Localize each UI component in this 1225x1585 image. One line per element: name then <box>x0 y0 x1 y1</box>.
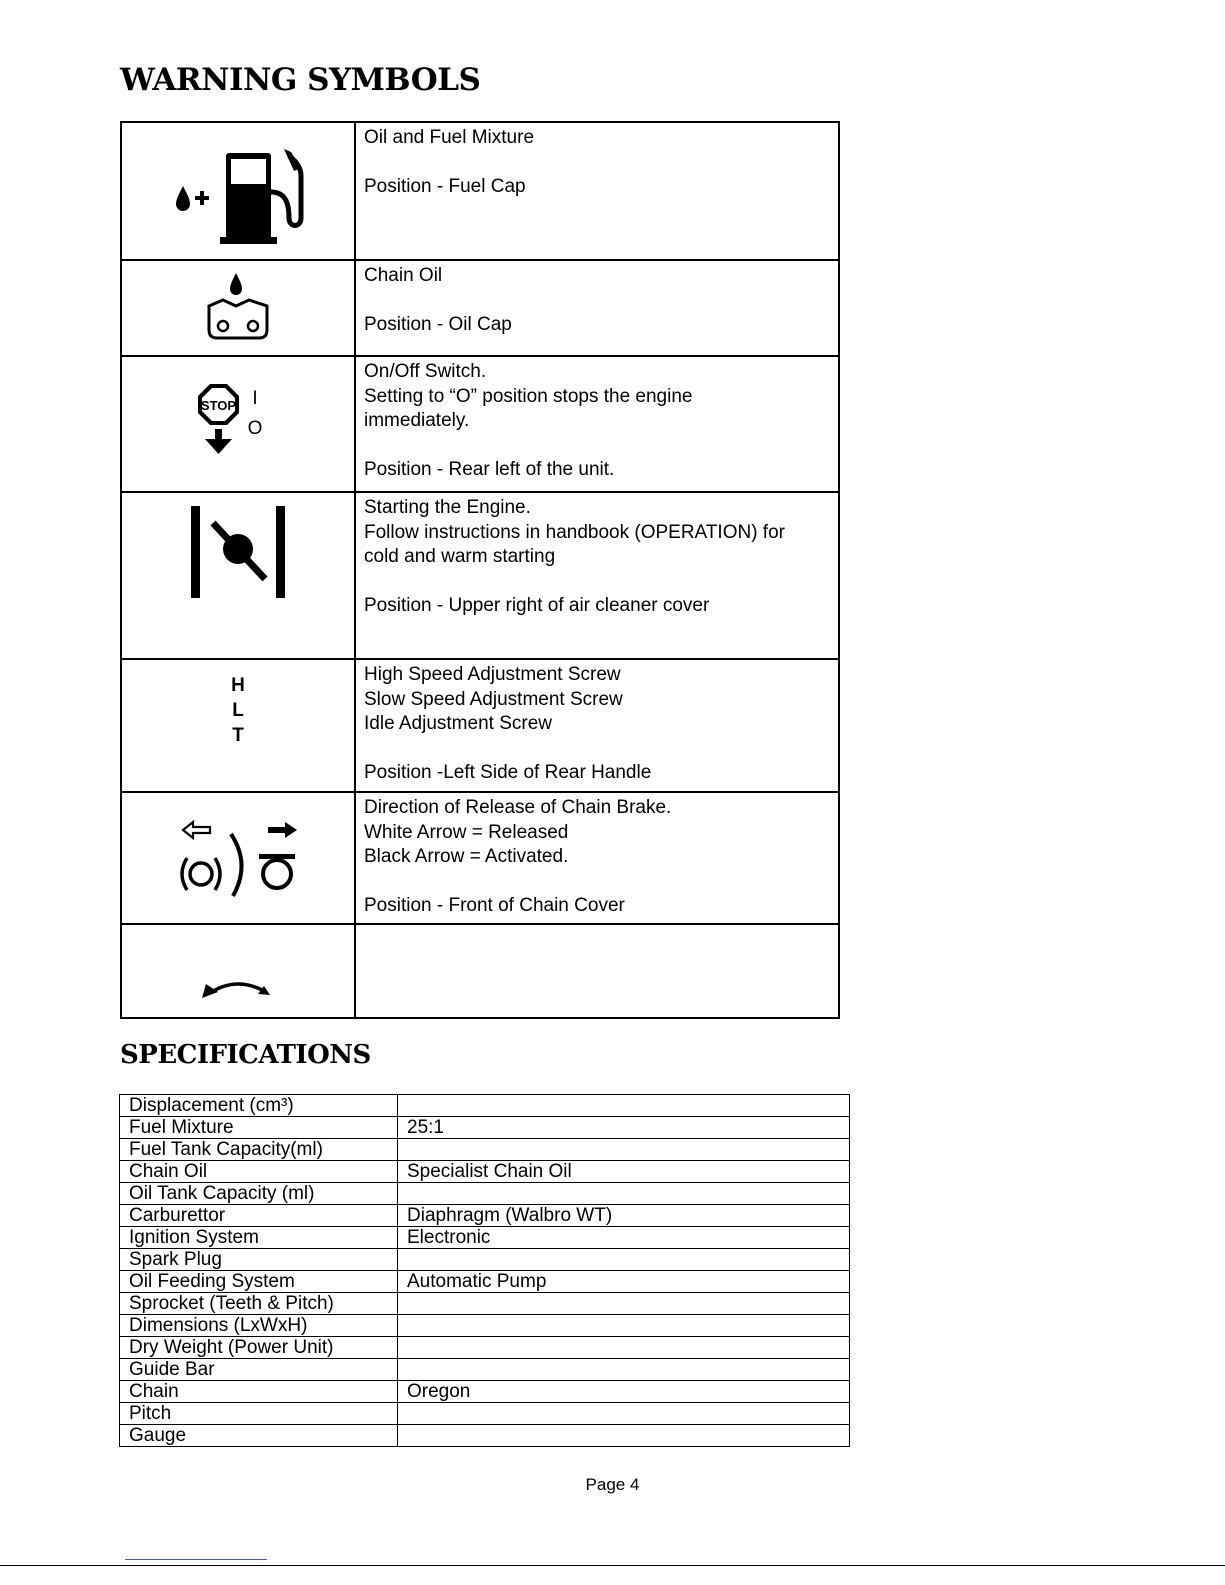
warning-text-line: Idle Adjustment Screw <box>364 713 552 735</box>
warning-text-line: Follow instructions in handbook (OPERATION) for <box>364 521 785 543</box>
spec-label: Oil Tank Capacity (ml) <box>120 1183 398 1205</box>
spec-value: Automatic Pump <box>398 1271 850 1293</box>
warning-row <box>121 792 839 924</box>
spec-value: Diaphragm (Walbro WT) <box>398 1205 850 1227</box>
warning-row <box>121 356 839 492</box>
warning-text-line: Direction of Release of Chain Brake. <box>364 797 672 818</box>
warning-text-line <box>364 434 830 459</box>
footer-divider <box>0 1565 1225 1566</box>
on-label: I <box>252 388 258 409</box>
spec-row <box>120 1249 850 1271</box>
warning-text-line: Setting to “O” position stops the engine <box>364 385 693 407</box>
spec-row <box>120 1183 850 1205</box>
spec-row <box>120 1381 850 1403</box>
page-number: Page 4 <box>585 1475 640 1494</box>
stop-switch-icon <box>193 374 283 474</box>
spec-value: Specialist Chain Oil <box>398 1161 850 1183</box>
warning-text-cell <box>355 659 839 792</box>
spec-row <box>120 1095 850 1117</box>
spec-value <box>398 1337 850 1359</box>
fuel-pump-oil-icon <box>163 136 313 246</box>
warning-icon-cell <box>121 122 355 260</box>
warning-row <box>121 492 839 659</box>
warning-text-line: Position - Rear left of the unit. <box>364 459 615 481</box>
spec-label: Fuel Tank Capacity(ml) <box>120 1139 398 1161</box>
spec-label: Chain Oil <box>120 1161 398 1183</box>
spec-label: Sprocket (Teeth & Pitch) <box>120 1293 398 1315</box>
l-label: L <box>232 700 244 721</box>
spec-label: Oil Feeding System <box>120 1271 398 1293</box>
warning-text-cell <box>355 260 839 356</box>
warning-row <box>121 122 839 260</box>
spec-label: Ignition System <box>120 1227 398 1249</box>
spec-value <box>398 1315 850 1337</box>
spec-value <box>398 1095 850 1117</box>
spec-label: Displacement (cm³) <box>120 1095 398 1117</box>
warning-text-line: Starting the Engine. <box>364 497 531 518</box>
spec-value: Electronic <box>398 1227 850 1249</box>
warning-text-cell <box>355 356 839 492</box>
warning-text-cell <box>355 122 839 260</box>
spec-row <box>120 1315 850 1337</box>
specifications-table <box>119 1094 850 1447</box>
warning-text-cell <box>355 924 839 1018</box>
spec-label: Chain <box>120 1381 398 1403</box>
warning-text-line: Position - Fuel Cap <box>364 176 526 198</box>
chain-brake-icon <box>173 818 303 898</box>
spec-value <box>398 1403 850 1425</box>
warning-symbols-table <box>120 121 840 1019</box>
warning-text-line: Oil and Fuel Mixture <box>364 127 535 148</box>
spec-label: Carburettor <box>120 1205 398 1227</box>
spec-row <box>120 1117 850 1139</box>
warning-row <box>121 924 839 1018</box>
chain-oil-icon <box>193 268 283 348</box>
spec-label: Dimensions (LxWxH) <box>120 1315 398 1337</box>
curved-arrow-icon <box>198 973 278 1001</box>
warning-text-line <box>364 151 830 176</box>
spec-label: Spark Plug <box>120 1249 398 1271</box>
spec-label: Guide Bar <box>120 1359 398 1381</box>
warning-row <box>121 260 839 356</box>
footer-link-underline <box>125 1559 267 1560</box>
warning-text-line: immediately. <box>364 410 470 432</box>
spec-value <box>398 1425 850 1447</box>
spec-row <box>120 1271 850 1293</box>
spec-value: Oregon <box>398 1381 850 1403</box>
choke-icon <box>183 503 293 603</box>
warning-text-line: White Arrow = Released <box>364 821 569 843</box>
warning-icon-cell <box>121 260 355 356</box>
warning-text-line: Position - Upper right of air cleaner cover <box>364 595 710 617</box>
warning-icon-cell <box>121 792 355 924</box>
warning-text-line: Position - Front of Chain Cover <box>364 895 625 917</box>
spec-value <box>398 1293 850 1315</box>
warning-icon-cell <box>121 356 355 492</box>
warning-text-line: Position - Oil Cap <box>364 314 512 336</box>
spec-label: Dry Weight (Power Unit) <box>120 1337 398 1359</box>
spec-value <box>398 1139 850 1161</box>
warning-text-line: Black Arrow = Activated. <box>364 846 569 868</box>
specifications-heading: SPECIFICATIONS <box>120 1040 371 1070</box>
warning-icon-cell <box>121 492 355 659</box>
warning-text-line <box>364 570 830 595</box>
warning-text-line <box>364 870 830 895</box>
warning-text-line: cold and warm starting <box>364 546 556 568</box>
warning-text-cell <box>355 792 839 924</box>
hlt-screws-icon <box>231 673 245 748</box>
spec-row <box>120 1425 850 1447</box>
stop-label: STOP <box>200 398 237 413</box>
spec-row <box>120 1337 850 1359</box>
spec-row <box>120 1359 850 1381</box>
off-label: O <box>247 418 263 439</box>
spec-value <box>398 1359 850 1381</box>
spec-label: Fuel Mixture <box>120 1117 398 1139</box>
spec-row <box>120 1205 850 1227</box>
warning-text-line: High Speed Adjustment Screw <box>364 664 621 685</box>
warning-text-line: Slow Speed Adjustment Screw <box>364 688 623 710</box>
spec-value <box>398 1249 850 1271</box>
spec-row <box>120 1139 850 1161</box>
h-label: H <box>231 675 245 696</box>
spec-value: 25:1 <box>398 1117 850 1139</box>
spec-row <box>120 1293 850 1315</box>
spec-row <box>120 1161 850 1183</box>
spec-row <box>120 1403 850 1425</box>
spec-value <box>398 1183 850 1205</box>
warning-text-cell <box>355 492 839 659</box>
spec-label: Pitch <box>120 1403 398 1425</box>
t-label: T <box>232 725 244 746</box>
warning-text-line: Chain Oil <box>364 265 443 286</box>
warning-text-line <box>364 289 830 314</box>
warning-icon-cell <box>121 924 355 1018</box>
spec-row <box>120 1227 850 1249</box>
warning-text-line <box>364 737 830 762</box>
warning-text-line: Position -Left Side of Rear Handle <box>364 762 652 784</box>
warning-row <box>121 659 839 792</box>
warning-icon-cell <box>121 659 355 792</box>
warning-text-line: On/Off Switch. <box>364 361 487 382</box>
warning-symbols-heading: WARNING SYMBOLS <box>120 62 481 98</box>
spec-label: Gauge <box>120 1425 398 1447</box>
